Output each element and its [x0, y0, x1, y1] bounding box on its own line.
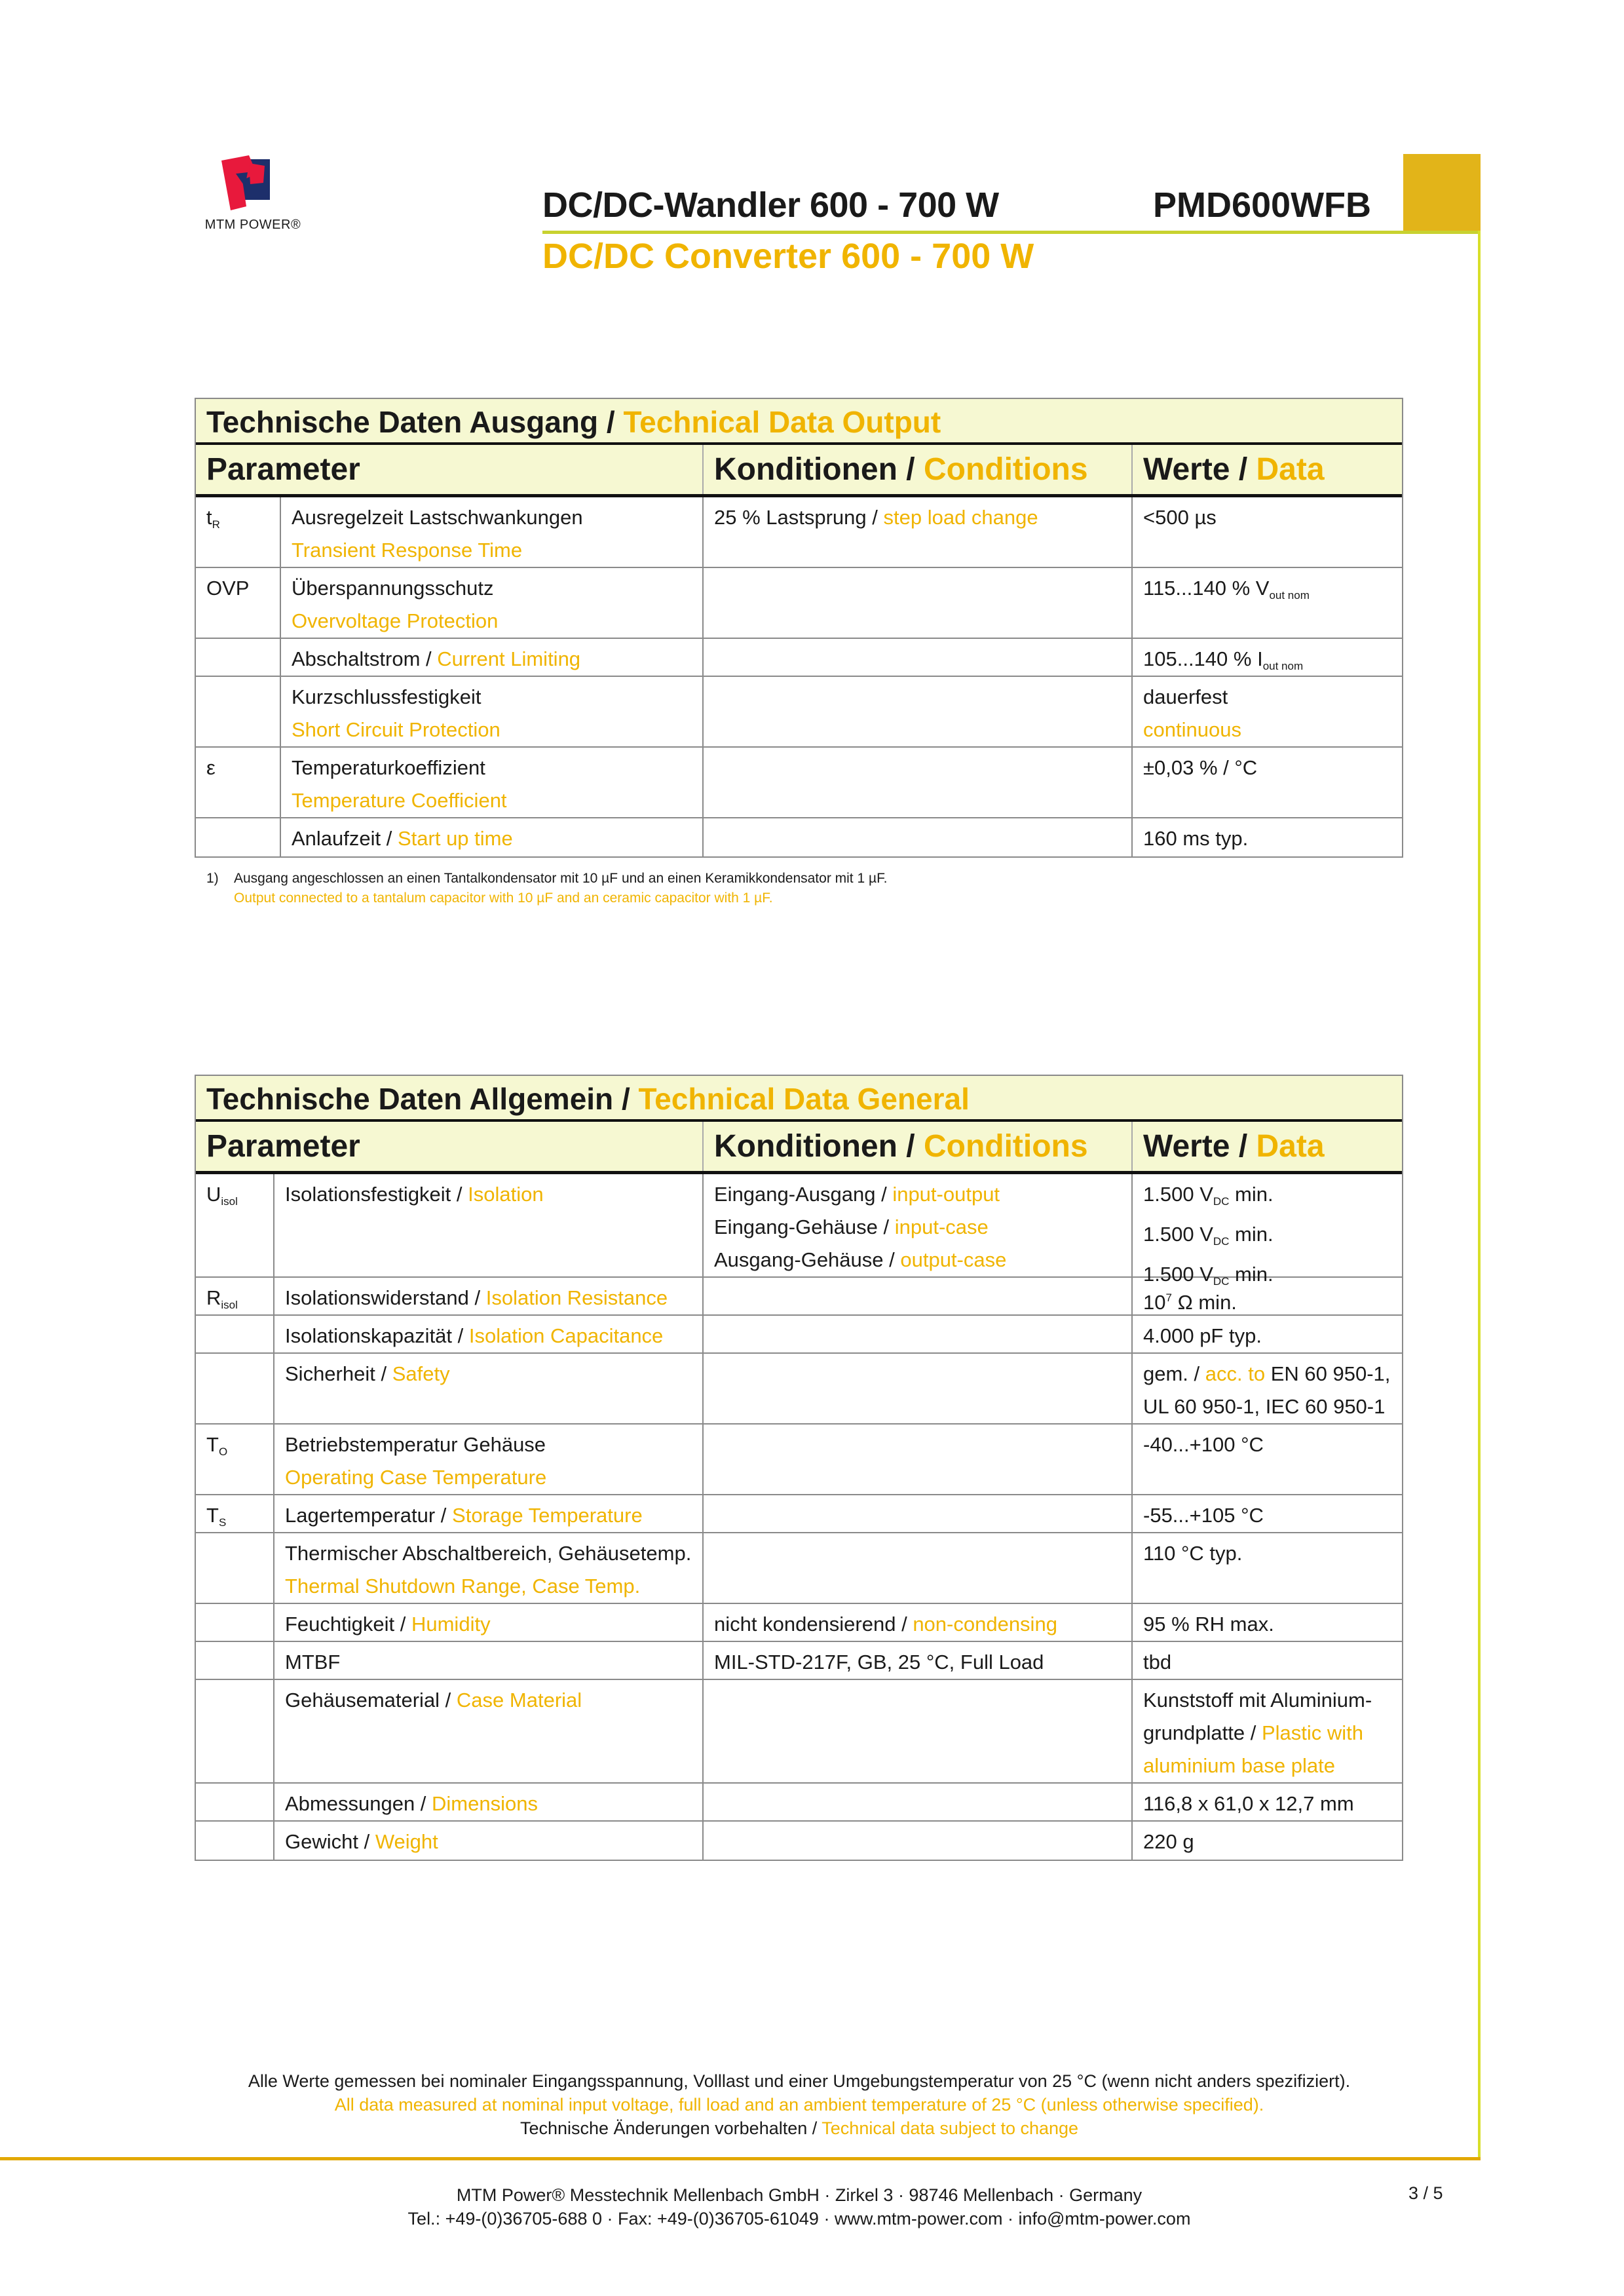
header-parameter: Parameter: [196, 445, 704, 494]
cell-line: [292, 572, 702, 605]
cell-line: [285, 1646, 702, 1679]
symbol-cell: [196, 497, 281, 567]
header-data: Werte / Data: [1143, 452, 1325, 487]
text-segment: continuous: [1143, 718, 1241, 741]
text-segment: -40...+100 °C: [1143, 1433, 1264, 1456]
value-cell: [1133, 568, 1402, 638]
title-english: DC/DC Converter 600 - 700 W: [542, 237, 1034, 276]
cell-line: [285, 1461, 702, 1494]
table-row: [196, 1278, 1402, 1316]
value-cell: [1133, 1784, 1402, 1820]
text-segment: 1.500 V: [1143, 1183, 1213, 1206]
conditions-cell: [704, 1174, 1133, 1276]
text-segment: isol: [221, 1299, 238, 1311]
cell-line: [1143, 1282, 1402, 1319]
cell-line: [1143, 1358, 1402, 1390]
conditions-cell: [704, 1316, 1133, 1352]
symbol-cell: [196, 1354, 274, 1423]
table-header: [196, 445, 1402, 497]
text-segment: Current Limiting: [437, 647, 581, 670]
text-segment: ±0,03 % / °C: [1143, 756, 1258, 779]
text-segment: grundplatte /: [1143, 1721, 1262, 1744]
conditions-cell: [704, 1604, 1133, 1641]
cell-line: [285, 1684, 702, 1717]
cell-line: [714, 1178, 1131, 1211]
logo-text: MTM POWER®: [204, 218, 301, 232]
parameter-cell: [274, 1784, 704, 1820]
conditions-cell: [704, 1822, 1133, 1860]
cell-line: [1143, 1218, 1402, 1258]
text-segment: min.: [1229, 1223, 1274, 1246]
table-body: [196, 497, 1402, 856]
text-segment: Kurzschlussfestigkeit: [292, 685, 482, 708]
symbol-cell: [196, 1495, 274, 1532]
text-segment: 1.500 V: [1143, 1263, 1213, 1286]
text-segment: DC: [1213, 1235, 1230, 1248]
text-segment: Thermischer Abschaltbereich, Gehäusetemp.: [285, 1542, 692, 1565]
value-cell: [1133, 1604, 1402, 1641]
value-cell: [1133, 748, 1402, 817]
table-row: [196, 1495, 1402, 1533]
text-segment: Isolation: [468, 1183, 544, 1206]
symbol-cell: [196, 818, 281, 856]
parameter-cell: [274, 1533, 704, 1603]
cell-line: [1143, 752, 1402, 784]
table-row: [196, 1642, 1402, 1680]
value-cell: [1133, 497, 1402, 567]
symbol-cell: [196, 568, 281, 638]
text-segment: Betriebstemperatur Gehäuse: [285, 1433, 546, 1456]
header-parameter: Parameter: [196, 1122, 704, 1171]
text-segment: ε: [206, 756, 216, 779]
table-technical-data-general: [195, 1075, 1403, 1861]
text-segment: 105...140 % I: [1143, 647, 1263, 670]
table-row: [196, 1174, 1402, 1288]
value-cell: [1133, 1642, 1402, 1679]
text-segment: Gehäusematerial /: [285, 1689, 457, 1712]
cell-line: [1143, 572, 1402, 612]
conditions-cell: [704, 677, 1133, 746]
company-address: MTM Power® Messtechnik Mellenbach GmbH · Zirkel 3 · 98746 Mellenbach · Germany: [456, 2185, 1142, 2205]
text-segment: 110 °C typ.: [1143, 1542, 1243, 1565]
parameter-cell: [281, 748, 704, 817]
text-segment: gem. /: [1143, 1362, 1205, 1385]
value-cell: [1133, 1680, 1402, 1782]
table-title: [196, 1076, 1402, 1122]
cell-line: [1143, 1320, 1402, 1352]
text-segment: Short Circuit Protection: [292, 718, 500, 741]
conditions-cell: [704, 1278, 1133, 1314]
text-segment: 115...140 % V: [1143, 577, 1270, 600]
cell-line: [1143, 1499, 1402, 1532]
value-cell: [1133, 1425, 1402, 1494]
text-segment: T: [206, 1433, 219, 1456]
cell-line: [285, 1608, 702, 1641]
cell-line: [292, 643, 702, 676]
text-segment: EN 60 950-1,: [1265, 1362, 1391, 1385]
text-segment: O: [218, 1445, 228, 1458]
title-en: Technical Data Output: [623, 405, 941, 439]
cell-line: [285, 1570, 702, 1603]
text-segment: T: [206, 1504, 219, 1527]
table-row: [196, 1680, 1402, 1784]
symbol-cell: [196, 1822, 274, 1860]
conditions-cell: [704, 497, 1133, 567]
cell-line: [1143, 1608, 1402, 1641]
parameter-cell: [274, 1495, 704, 1532]
text-segment: OVP: [206, 577, 250, 600]
title-german: DC/DC-Wandler 600 - 700 W: [542, 185, 999, 225]
table-title: [196, 399, 1402, 445]
text-segment: DC: [1213, 1195, 1230, 1208]
mtm-power-logo: [216, 154, 275, 213]
table-row: [196, 497, 1402, 568]
conditions-cell: [704, 748, 1133, 817]
text-segment: <500 µs: [1143, 506, 1217, 529]
parameter-cell: [281, 677, 704, 746]
header-data: Werte / Data: [1143, 1129, 1325, 1164]
text-segment: Gewicht /: [285, 1830, 375, 1853]
text-segment: Isolationsfestigkeit /: [285, 1183, 468, 1206]
parameter-cell: [274, 1316, 704, 1352]
text-segment: input-output: [892, 1183, 1000, 1206]
text-segment: R: [206, 1286, 221, 1309]
text-segment: 7: [1165, 1292, 1172, 1304]
text-segment: dauerfest: [1143, 685, 1228, 708]
text-segment: Abschaltstrom /: [292, 647, 438, 670]
text-segment: Temperature Coefficient: [292, 789, 507, 812]
change-note: Technische Änderungen vorbehalten / Technical data subject to change: [519, 2118, 1079, 2138]
cell-line: [292, 605, 702, 638]
cell-line: [1143, 1537, 1402, 1570]
parameter-cell: [274, 1354, 704, 1423]
right-margin-rule: [1478, 231, 1481, 2160]
text-segment: U: [206, 1183, 221, 1206]
table-row: [196, 1425, 1402, 1495]
text-segment: Abmessungen /: [285, 1792, 432, 1815]
text-segment: aluminium base plate: [1143, 1754, 1335, 1777]
footnote: [206, 869, 887, 908]
text-segment: out nom: [1269, 589, 1310, 602]
symbol-cell: [196, 1680, 274, 1782]
symbol-cell: [196, 1174, 274, 1276]
cell-line: [714, 1244, 1131, 1276]
text-segment: Thermal Shutdown Range, Case Temp.: [285, 1575, 641, 1598]
cell-line: [1143, 1717, 1402, 1750]
text-segment: out nom: [1262, 660, 1304, 672]
text-segment: t: [206, 506, 212, 529]
symbol-cell: [196, 1533, 274, 1603]
note-de: Alle Werte gemessen bei nominaler Eingangsspannung, Volllast und einer Umgebungstemperatur von 25 °C (wenn nicht anders spezifiziert).: [248, 2071, 1351, 2091]
text-segment: Isolation Resistance: [485, 1286, 668, 1309]
conditions-cell: [704, 1425, 1133, 1494]
text-segment: DC: [1213, 1275, 1230, 1288]
cell-line: [292, 822, 702, 855]
cell-line: [1143, 1428, 1402, 1461]
text-segment: Ausregelzeit Lastschwankungen: [292, 506, 583, 529]
page-number: 3 / 5: [1408, 2183, 1443, 2203]
text-segment: non-condensing: [913, 1613, 1057, 1636]
table-row: [196, 639, 1402, 677]
text-segment: Feuchtigkeit /: [285, 1613, 411, 1636]
cell-line: [285, 1428, 702, 1461]
value-cell: [1133, 818, 1402, 856]
text-segment: Anlaufzeit /: [292, 827, 398, 850]
footnote-mark: 1): [206, 871, 219, 886]
parameter-cell: [281, 497, 704, 567]
value-cell: [1133, 1533, 1402, 1603]
cell-line: [292, 534, 702, 567]
parameter-cell: [274, 1425, 704, 1494]
cell-line: [285, 1282, 702, 1314]
text-segment: Ω min.: [1171, 1291, 1237, 1314]
header-conditions: Konditionen / Conditions: [704, 1122, 1133, 1171]
text-segment: tbd: [1143, 1651, 1172, 1674]
text-segment: Eingang-Gehäuse /: [714, 1215, 895, 1238]
footnote-de: Ausgang angeschlossen an einen Tantalkondensator mit 10 µF und an einen Keramikkondensator mit 1 µF.: [234, 871, 888, 886]
header-rule: [542, 231, 1481, 234]
symbol-cell: [196, 677, 281, 746]
symbol-cell: [196, 1425, 274, 1494]
text-segment: Transient Response Time: [292, 539, 523, 562]
text-segment: R: [212, 518, 220, 531]
text-segment: Eingang-Ausgang /: [714, 1183, 893, 1206]
text-segment: Weight: [375, 1830, 438, 1853]
cell-line: [285, 1178, 702, 1211]
table-body: [196, 1174, 1402, 1860]
text-segment: min.: [1229, 1183, 1274, 1206]
cell-line: [292, 501, 702, 534]
parameter-cell: [274, 1822, 704, 1860]
text-segment: Humidity: [411, 1613, 491, 1636]
table-row: [196, 1822, 1402, 1860]
cell-line: [714, 501, 1131, 534]
text-segment: 25 % Lastsprung /: [714, 506, 884, 529]
text-segment: Isolation Capacitance: [468, 1324, 664, 1347]
footer-rule: [0, 2157, 1481, 2160]
value-cell: [1133, 1495, 1402, 1532]
table-row: [196, 677, 1402, 748]
text-segment: 220 g: [1143, 1830, 1194, 1853]
symbol-cell: [196, 1278, 274, 1314]
value-cell: [1133, 677, 1402, 746]
cell-line: [292, 714, 702, 746]
symbol-cell: [196, 1316, 274, 1352]
conditions-cell: [704, 568, 1133, 638]
text-segment: output-case: [900, 1248, 1007, 1271]
table-row: [196, 568, 1402, 639]
cell-line: [1143, 681, 1402, 714]
text-segment: Dimensions: [432, 1792, 538, 1815]
text-segment: Operating Case Temperature: [285, 1466, 547, 1489]
cell-line: [292, 681, 702, 714]
cell-line: [1143, 1684, 1402, 1717]
table-row: [196, 1604, 1402, 1642]
text-segment: 10: [1143, 1291, 1166, 1314]
text-segment: step load change: [883, 506, 1038, 529]
text-segment: input-case: [894, 1215, 989, 1238]
value-cell: [1133, 1354, 1402, 1423]
conditions-cell: [704, 1680, 1133, 1782]
corner-accent-block: [1403, 154, 1481, 233]
text-segment: 160 ms typ.: [1143, 827, 1249, 850]
text-segment: -55...+105 °C: [1143, 1504, 1264, 1527]
cell-line: [285, 1826, 702, 1858]
cell-line: [1143, 1826, 1402, 1858]
text-segment: Ausgang-Gehäuse /: [714, 1248, 901, 1271]
text-segment: nicht kondensierend /: [714, 1613, 913, 1636]
text-segment: Überspannungsschutz: [292, 577, 494, 600]
text-segment: Isolationswiderstand /: [285, 1286, 486, 1309]
conditions-cell: [704, 818, 1133, 856]
text-segment: Lagertemperatur /: [285, 1504, 453, 1527]
text-segment: 116,8 x 61,0 x 12,7 mm: [1143, 1792, 1354, 1815]
text-segment: isol: [221, 1195, 238, 1208]
model-number: PMD600WFB: [1153, 185, 1372, 225]
conditions-cell: [704, 1784, 1133, 1820]
text-segment: MTBF: [285, 1651, 341, 1674]
cell-line: [1143, 714, 1402, 746]
cell-line: [292, 752, 702, 784]
cell-line: [285, 1537, 702, 1570]
conditions-cell: [704, 1533, 1133, 1603]
text-segment: 1.500 V: [1143, 1223, 1213, 1246]
footer-address: [0, 2183, 1598, 2230]
text-segment: S: [218, 1516, 227, 1529]
table-technical-data-output: [195, 398, 1403, 858]
footnote-en: Output connected to a tantalum capacitor with 10 µF and an ceramic capacitor with 1 µF.: [234, 890, 773, 906]
cell-line: [285, 1320, 702, 1352]
parameter-cell: [274, 1174, 704, 1276]
parameter-cell: [274, 1642, 704, 1679]
symbol-cell: [196, 639, 281, 676]
text-segment: Case Material: [456, 1689, 582, 1712]
symbol-cell: [196, 1784, 274, 1820]
footer-notes: [0, 2069, 1598, 2140]
table-header: [196, 1122, 1402, 1174]
cell-line: [1143, 1390, 1402, 1423]
text-segment: UL 60 950-1, IEC 60 950-1: [1143, 1395, 1386, 1418]
cell-line: [714, 1608, 1131, 1641]
table-row: [196, 818, 1402, 856]
cell-line: [1143, 1788, 1402, 1820]
value-cell: [1133, 1316, 1402, 1352]
conditions-cell: [704, 639, 1133, 676]
table-row: [196, 748, 1402, 818]
cell-line: [285, 1788, 702, 1820]
cell-line: [1143, 1646, 1402, 1679]
symbol-cell: [196, 1642, 274, 1679]
parameter-cell: [274, 1278, 704, 1314]
title-de: Technische Daten Allgemein /: [206, 1082, 639, 1116]
header-conditions: Konditionen / Conditions: [704, 445, 1133, 494]
text-segment: min.: [1229, 1263, 1274, 1286]
text-segment: Sicherheit /: [285, 1362, 392, 1385]
conditions-cell: [704, 1495, 1133, 1532]
cell-line: [285, 1499, 702, 1532]
parameter-cell: [281, 818, 704, 856]
value-cell: [1133, 1278, 1402, 1314]
parameter-cell: [274, 1680, 704, 1782]
cell-line: [1143, 1178, 1402, 1218]
symbol-cell: [196, 1604, 274, 1641]
cell-line: [714, 1211, 1131, 1244]
title-en: Technical Data General: [638, 1082, 970, 1116]
conditions-cell: [704, 1354, 1133, 1423]
cell-line: [1143, 501, 1402, 534]
text-segment: Safety: [392, 1362, 450, 1385]
parameter-cell: [281, 568, 704, 638]
table-row: [196, 1533, 1402, 1604]
title-de: Technische Daten Ausgang /: [206, 405, 624, 439]
text-segment: 4.000 pF typ.: [1143, 1324, 1262, 1347]
text-segment: Start up time: [397, 827, 513, 850]
value-cell: [1133, 1174, 1402, 1288]
conditions-cell: [704, 1642, 1133, 1679]
value-cell: [1133, 639, 1402, 676]
text-segment: Isolationskapazität /: [285, 1324, 469, 1347]
cell-line: [292, 784, 702, 817]
text-segment: Plastic with: [1261, 1721, 1364, 1744]
cell-line: [714, 1646, 1131, 1679]
text-segment: Kunststoff mit Aluminium-: [1143, 1689, 1372, 1712]
cell-line: [285, 1358, 702, 1390]
text-segment: MIL-STD-217F, GB, 25 °C, Full Load: [714, 1651, 1044, 1674]
text-segment: Storage Temperature: [452, 1504, 643, 1527]
table-row: [196, 1784, 1402, 1822]
company-contact: Tel.: +49-(0)36705-688 0 · Fax: +49-(0)36705-61049 · www.mtm-power.com · info@mtm-power.com: [407, 2209, 1191, 2229]
text-segment: acc. to: [1205, 1362, 1266, 1385]
text-segment: Temperaturkoeffizient: [292, 756, 485, 779]
text-segment: Overvoltage Protection: [292, 609, 499, 632]
table-row: [196, 1316, 1402, 1354]
value-cell: [1133, 1822, 1402, 1860]
cell-line: [1143, 822, 1402, 855]
parameter-cell: [281, 639, 704, 676]
symbol-cell: [196, 748, 281, 817]
note-en: All data measured at nominal input voltage, full load and an ambient temperature of 25 °C (unless otherwise specified).: [334, 2095, 1264, 2114]
parameter-cell: [274, 1604, 704, 1641]
text-segment: 95 % RH max.: [1143, 1613, 1274, 1636]
table-row: [196, 1354, 1402, 1425]
cell-line: [1143, 1750, 1402, 1782]
